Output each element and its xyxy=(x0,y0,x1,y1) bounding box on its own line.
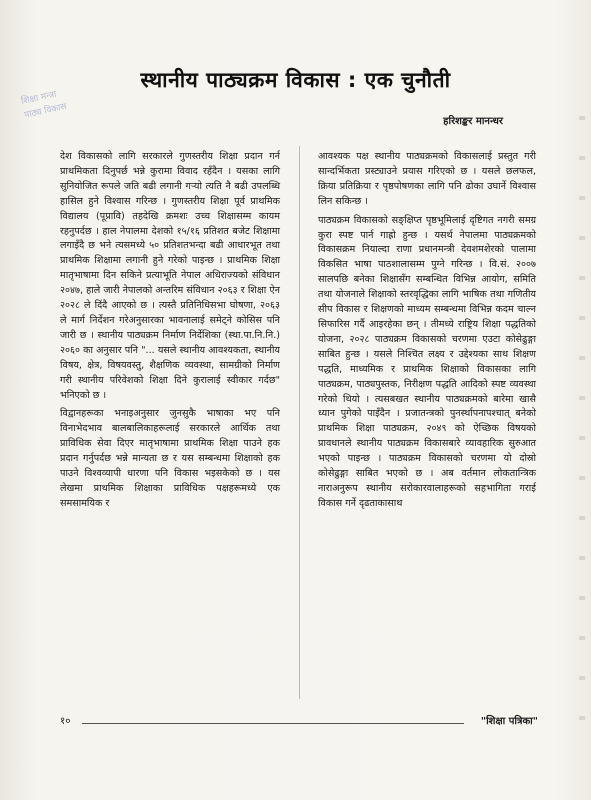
column-divider xyxy=(299,146,300,699)
paragraph: पाठ्यक्रम विकासको सङ्क्षिप्त पृष्ठभूमिलाई दृष्टिगत नगरी समग्र कुरा स्पष्ट पार्न गाह्रो हुन्छ । यसर्थ नेपालमा पाठ्यक्रमको विकासक्रम नियाल्दा राणा प्रधानमन्त्री देवशमशेरको पालामा विकसित भाषा पाठशालासम्म पुग्ने गरिन्छ । वि.सं. २००७ सालपछि बनेका शिक्षासँग सम्बन्धित विभिन्न आयोग, समिति तथा योजनाले शिक्षाको स्तरवृद्धिका लागि भाषिक तथा गणितीय सीप विकास र शिक्षणको माध्यम सम्बन्धमा विभिन्न कदम चाल्न सिफारिस गर्दै आइरहेका छन् । तीमध्ये राष्ट्रिय शिक्षा पद्धतिको योजना, २०२८ पाठ्यक्रम विकासको चरणमा एउटा कोसेढुङ्गा साबित हुन्छ । यसले निश्चित लक्ष्य र उद्देश्यका साथ शिक्षण पद्धति, माध्यमिक र प्राथमिक शिक्षाको विकासका लागि पाठ्यक्रम, पाठ्यपुस्तक, निरीक्षण पद्धति आदिको स्पष्ट व्यवस्था गरेको थियो । त्यसबखत स्थानीय पाठ्यक्रमको बारेमा खासै ध्यान पुगेको पाइँदैन । प्रजातन्त्रको पुनर्स्थापनापश्चात् बनेको प्राथमिक शिक्षा पाठ्यक्रम, २०४९ को ऐच्छिक विषयको प्रावधानले स्थानीय पाठ्यक्रम विकासबारे व्यावहारिक सुरुआत भएको पाइन्छ । पाठ्यक्रम विकासको चरणमा यो दोस्रो कोसेढुङ्गा साबित भएको छ । अब वर्तमान लोकतान्त्रिक नाराअनुरूप स्थानीय सरोकारवालाहरूको सहभागिता गराई विकास गर्ने दृढताकासाथ xyxy=(318,214,536,509)
stamp-line-2: पाठ्य विकास xyxy=(23,101,68,121)
paragraph: देश विकासको लागि सरकारले गुणस्तरीय शिक्षा प्रदान गर्न प्राथमिकता दिनुपर्छ भन्ने कुरामा विवाद रहँदैन । यसका लागि सुनियोजित रूपले जति बढी लगानी गऱ्यो त्यति नै बढी उपलब्धि हासिल हुने विश्वास गरिन्छ । गुणस्तरीय शिक्षा पूर्व प्राथमिक विद्यालय (पूप्रावि) तहदेखि क्रमशः उच्च शिक्षासम्म कायम रहनुपर्दछ । हाल नेपालमा देशको १५/१६ प्रतिशत बजेट शिक्षामा लगाइँदै छ भने त्यसमध्ये ५० प्रतिशतभन्दा बढी आधारभूत तथा प्राथमिक शिक्षामा लगानी हुने गरेको पाइन्छ । प्राथमिक शिक्षा मातृभाषामा दिन सकिने प्रत्याभूति नेपाल अधिराज्यको संविधान २०४७, हाले जारी नेपालको अन्तरिम संविधान २०६३ र शिक्षा ऐन २०२८ ले दिंदै आएको छ । त्यस्तै प्रतिनिधिसभा घोषणा, २०६३ ले मार्ग निर्देशन गरेअनुसारका भावनालाई समेट्ने कोसिस पनि जारी छ । स्थानीय पाठ्यक्रम निर्माण निर्देशिका (स्था.पा.नि.नि.) २०६० का अनुसार पनि "... यसले स्थानीय आवश्यकता, स्थानीय विषय, क्षेत्र, विषयवस्तु, शैक्षणिक व्यवस्था, सामग्रीको निर्माण गरी स्थानीय परिवेशको शिक्षा दिने कुरालाई स्वीकार गर्दछ" भनिएको छ । xyxy=(60,151,280,401)
article-title: स्थानीय पाठ्यक्रम विकास : एक चुनौती xyxy=(140,68,451,92)
journal-name: "शिक्षा पत्रिका" xyxy=(480,716,538,727)
paragraph: आवश्यक पक्ष स्थानीय पाठ्यक्रमको विकासलाई प्रस्तुत गरी सान्दर्भिकता प्रस्ट्याउने प्रयास गरिएको छ । यसले छलफल, क्रिया प्रतिक्रिया र पृष्ठपोषणका लागि पनि ढोका उघार्ने विश्वास लिन सकिन्छ । xyxy=(318,151,536,207)
page-number: १० xyxy=(60,716,71,727)
article-author: हरिशङ्कर मानन्धर xyxy=(443,116,503,127)
left-column xyxy=(60,150,280,516)
footer-rule xyxy=(82,723,464,724)
paragraph: विद्वानहरूका भनाइअनुसार जुनसुकै भाषाका भए पनि विनाभेदभाव बालबालिकाहरूलाई सरकारले आर्थिक तथा प्राविधिक सेवा दिएर मातृभाषामा प्राथमिक शिक्षा पाउने हक प्रदान गर्नुपर्दछ भन्ने मान्यता छ र यस सम्बन्धमा शिक्षाको हक पाउने विश्वव्यापी धारणा पनि विकास भइसकेको छ । यस लेखमा प्राथमिक शिक्षाका प्राविधिक पक्षहरूमध्ये एक समसामयिक र xyxy=(60,408,280,509)
right-column xyxy=(318,150,536,516)
page-footer xyxy=(60,712,538,728)
scan-edge-marks xyxy=(579,80,585,720)
stamp-line-1: शिक्षा मन्त्रा xyxy=(20,89,58,107)
